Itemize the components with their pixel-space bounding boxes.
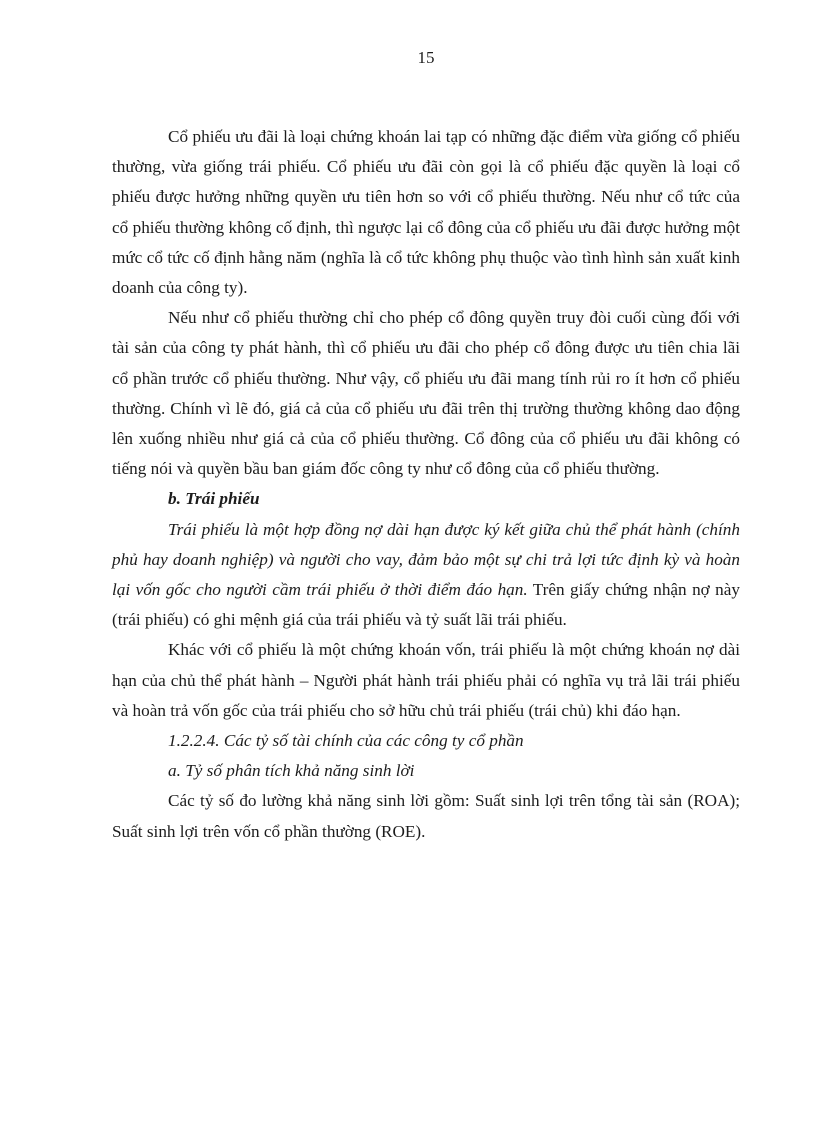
page-number: 15 (417, 48, 435, 67)
heading-bond-section: b. Trái phiếu (168, 489, 260, 509)
page-body (112, 122, 740, 847)
paragraph-bond-definition (112, 515, 740, 636)
paragraph-preferred-stock-rights: Nếu như cổ phiếu thường chỉ cho phép cổ đông quyền truy đòi cuối cùng đối với tài sản của công ty phát hành, thì cổ phiếu ưu đãi cho phép cổ đông được ưu tiên chia lãi cổ phần trước cổ phiếu thường. Như vậy, cổ phiếu ưu đãi mang tính rủi ro ít hơn cổ phiếu thường. Chính vì lẽ đó, giá cả của cổ phiếu ưu đãi trên thị trường thường không dao động lên xuống nhiều như giá cả của cổ phiếu thường. Cổ đông của cổ phiếu ưu đãi không có tiếng nói và quyền bầu ban giám đốc công ty như cổ đông của cổ phiếu thường. (112, 308, 740, 479)
heading-profitability-ratios: a. Tỷ số phân tích khả năng sinh lời (168, 761, 415, 781)
heading-financial-ratios: 1.2.2.4. Các tỷ số tài chính của các công ty cổ phần (168, 731, 524, 751)
bond-definition-tail: Trên giấy chứng nhận nợ này (trái phiếu) có ghi mệnh giá của trái phiếu và tỷ suất lãi trái phiếu. (112, 580, 740, 630)
bond-definition-quote: Trái phiếu là một hợp đồng nợ dài hạn được ký kết giữa chủ thể phát hành (chính phủ hay doanh nghiệp) và người cho vay, đảm bảo một sự chi trả lợi tức định kỳ và hoàn lại vốn gốc cho người cầm trái phiếu ở thời điểm đáo hạn. (112, 519, 740, 600)
paragraph-bond-vs-stock: Khác với cổ phiếu là một chứng khoán vốn, trái phiếu là một chứng khoán nợ dài hạn của chủ thể phát hành – Người phát hành trái phiếu phải có nghĩa vụ trả lãi trái phiếu và hoàn trả vốn gốc của trái phiếu cho sở hữu chủ trái phiếu (trái chủ) khi đáo hạn. (112, 640, 740, 720)
paragraph-preferred-stock-intro: Cổ phiếu ưu đãi là loại chứng khoán lai tạp có những đặc điểm vừa giống cổ phiếu thường, vừa giống trái phiếu. Cổ phiếu ưu đãi còn gọi là cổ phiếu đặc quyền là loại cổ phiếu được hưởng những quyền ưu tiên hơn so với cổ phiếu thường. Nếu như cổ tức của cổ phiếu thường không cố định, thì ngược lại cổ đông của cổ phiếu ưu đãi được hưởng một mức cổ tức cố định hằng năm (nghĩa là cổ tức không phụ thuộc vào tình hình sản xuất kinh doanh của công ty). (112, 127, 740, 298)
paragraph-roa-roe: Các tỷ số đo lường khả năng sinh lời gồm: Suất sinh lợi trên tổng tài sản (ROA); Suất sinh lợi trên vốn cổ phần thường (ROE). (112, 791, 740, 841)
